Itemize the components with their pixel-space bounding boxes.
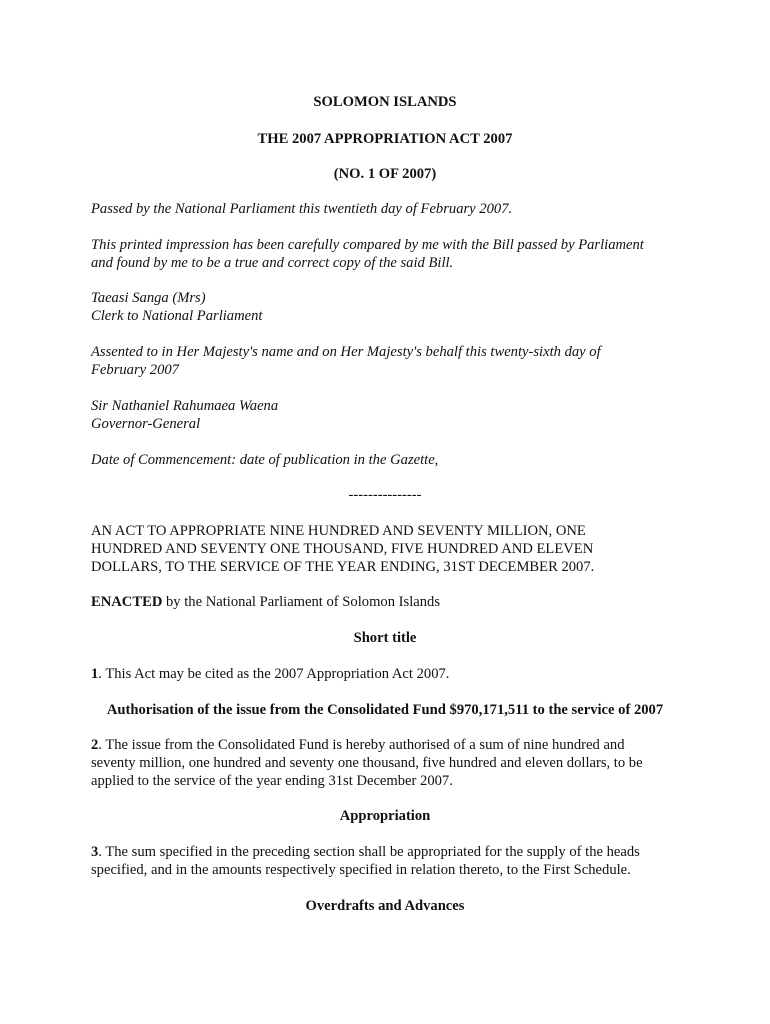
passed-statement: Passed by the National Parliament this twentieth day of February 2007. — [91, 201, 513, 217]
section-text — [91, 843, 640, 861]
section-heading: Appropriation — [339, 808, 431, 824]
enacting-clause — [91, 593, 440, 611]
section-number: 2 — [91, 737, 99, 753]
long-title-line: HUNDRED AND SEVENTY ONE THOUSAND, FIVE HUNDRED AND ELEVEN — [91, 541, 594, 557]
assent-line: Assented to in Her Majesty's name and on Her Majesty's behalf this twenty-sixth day of — [91, 344, 601, 360]
act-number: (NO. 1 OF 2007) — [333, 166, 437, 182]
long-title-line: DOLLARS, TO THE SERVICE OF THE YEAR ENDING, 31ST DECEMBER 2007. — [91, 559, 595, 575]
certification-line: This printed impression has been carefully compared by me with the Bill passed by Parliament — [91, 237, 644, 253]
governor-general-name: Sir Nathaniel Rahumaea Waena — [91, 398, 279, 414]
section-number: 1 — [91, 666, 99, 682]
separator: --------------- — [348, 487, 422, 503]
section-text — [91, 736, 625, 754]
act-title: THE 2007 APPROPRIATION ACT 2007 — [257, 131, 513, 147]
section-line: . The sum specified in the preceding section shall be appropriated for the supply of the heads — [98, 844, 640, 860]
clerk-name: Taeasi Sanga (Mrs) — [91, 290, 206, 306]
section-text — [91, 665, 449, 683]
enacting-text: by the National Parliament of Solomon Islands — [162, 594, 441, 610]
certification-line: and found by me to be a true and correct copy of the said Bill. — [91, 255, 454, 271]
section-heading: Overdrafts and Advances — [305, 898, 465, 914]
clerk-title: Clerk to National Parliament — [91, 308, 263, 324]
section-line: specified, and in the amounts respectively specified in relation thereto, to the First Schedule. — [91, 862, 631, 878]
section-line: seventy million, one hundred and seventy one thousand, five hundred and eleven dollars, to be — [91, 755, 643, 771]
section-heading: Authorisation of the issue from the Consolidated Fund $970,171,511 to the service of 2007 — [106, 702, 664, 718]
enacted-word: ENACTED — [91, 594, 163, 610]
governor-general-title: Governor-General — [91, 416, 201, 432]
section-number: 3 — [91, 844, 99, 860]
section-line: . This Act may be cited as the 2007 Appropriation Act 2007. — [98, 666, 450, 682]
country-heading: SOLOMON ISLANDS — [313, 94, 457, 110]
long-title-line: AN ACT TO APPROPRIATE NINE HUNDRED AND SEVENTY MILLION, ONE — [91, 523, 586, 539]
section-heading: Short title — [353, 630, 417, 646]
commencement: Date of Commencement: date of publication in the Gazette, — [91, 452, 439, 468]
section-line: . The issue from the Consolidated Fund is hereby authorised of a sum of nine hundred and — [98, 737, 625, 753]
assent-line: February 2007 — [91, 362, 179, 378]
section-line: applied to the service of the year ending 31st December 2007. — [91, 773, 453, 789]
